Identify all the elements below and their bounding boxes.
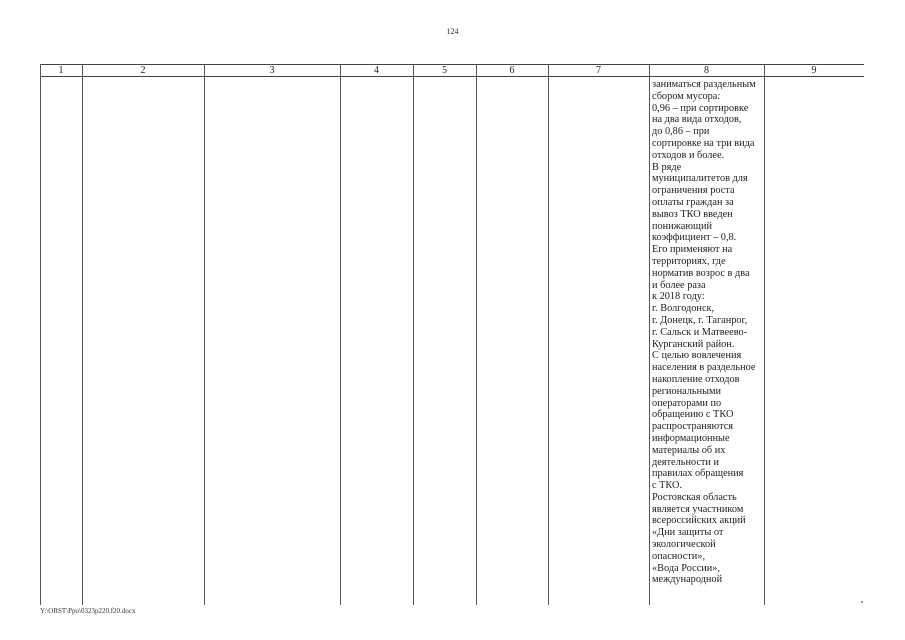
column-number-2: 2 xyxy=(140,65,146,76)
cell-text-line: В ряде xyxy=(652,161,682,173)
cell-text-line: муниципалитетов для xyxy=(652,173,748,185)
column-number-8: 8 xyxy=(704,65,709,76)
cell-text-line: экологической xyxy=(652,539,716,551)
cell-text-line: «Вода России», xyxy=(652,562,721,574)
cell-text-line: операторами по xyxy=(652,397,722,409)
cell-text-line: вывоз ТКО введен xyxy=(652,208,733,220)
cell-text-line: и более раза xyxy=(652,279,706,291)
cell-text-line: правилах обращения xyxy=(652,468,744,480)
cell-text-line: сбором мусора: xyxy=(652,90,721,102)
cell-text-line: оплаты граждан за xyxy=(652,196,734,208)
cell-text-line: с ТКО. xyxy=(652,480,683,492)
cell-text-line: обращению с ТКО xyxy=(652,409,734,421)
cell-text-line: материалы об их xyxy=(652,444,726,456)
cell-text-line: Курганский район. xyxy=(652,338,735,350)
column-divider xyxy=(476,64,477,605)
column-divider xyxy=(340,64,341,605)
column-number-5: 5 xyxy=(442,65,447,76)
column-number-3: 3 xyxy=(269,65,275,76)
cell-text-line: Ростовская область xyxy=(652,491,737,503)
column-8-cell-text xyxy=(652,79,764,586)
column-number-4: 4 xyxy=(374,65,379,76)
cell-text-line: Его применяют на xyxy=(652,244,733,256)
cell-text-line: понижающий xyxy=(652,220,713,232)
column-divider xyxy=(548,64,549,605)
cell-text-line: распространяются xyxy=(652,421,734,433)
cell-text-line: ограничения роста xyxy=(652,185,735,197)
cell-text-line: региональными xyxy=(652,385,722,397)
cell-text-line: г. Волгодонск, xyxy=(652,303,715,315)
column-divider xyxy=(764,64,765,605)
footer-file-path: Y:\ORST\Ppo\0323p220.f20.docx xyxy=(40,607,136,615)
cell-text-line: территориях, где xyxy=(652,255,726,267)
column-divider xyxy=(40,64,41,605)
column-number-1: 1 xyxy=(58,65,64,76)
cell-text-line: г. Донецк, г. Таганрог, xyxy=(652,314,748,326)
column-number-6: 6 xyxy=(509,65,515,76)
data-table xyxy=(40,64,864,605)
page-number: 124 xyxy=(446,27,459,36)
cell-text-line: международной xyxy=(652,574,723,586)
column-number-9: 9 xyxy=(811,65,817,76)
column-divider xyxy=(649,64,650,605)
cell-text-line: к 2018 году: xyxy=(652,291,705,303)
cell-text-line: 0,96 – при сортировке xyxy=(652,102,749,114)
cell-text-line: С целью вовлечения xyxy=(652,350,742,362)
cell-text-line: является участником xyxy=(652,503,744,515)
cell-text-line: на два вида отходов, xyxy=(652,114,742,126)
column-number-7: 7 xyxy=(596,65,601,76)
column-divider xyxy=(413,64,414,605)
cell-text-line: коэффициент – 0,8. xyxy=(652,232,737,244)
cell-text-line: опасности», xyxy=(652,550,706,562)
cell-text-line: населения в раздельное xyxy=(652,362,756,374)
cell-text-line: г. Сальск и Матвеево- xyxy=(652,326,748,338)
cell-text-line: сортировке на три вида xyxy=(652,137,755,149)
cell-text-line: информационные xyxy=(652,432,730,444)
column-divider xyxy=(82,64,83,605)
scan-speck xyxy=(861,601,863,603)
cell-text-line: деятельности и xyxy=(652,456,720,468)
cell-text-line: накопление отходов xyxy=(652,373,740,385)
cell-text-line: норматив возрос в два xyxy=(652,267,750,279)
cell-text-line: до 0,86 – при xyxy=(652,126,710,138)
cell-text-line: отходов и более. xyxy=(652,149,725,161)
cell-text-line: «Дни защиты от xyxy=(652,527,724,539)
cell-text-line: заниматься раздельным xyxy=(652,79,756,90)
column-divider xyxy=(204,64,205,605)
cell-text-line: всероссийских акций xyxy=(652,515,746,527)
